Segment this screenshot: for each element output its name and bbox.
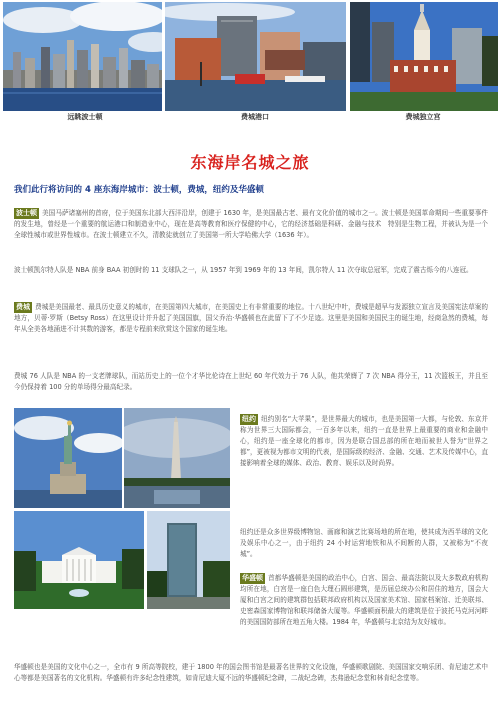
caption-harbor: 费城港口: [241, 113, 269, 121]
boston-text-1: 美国马萨诸塞州的首府，位于美国东北部大西洋沿岸，创建于 1630 年，是美国最古老、最有文化价值的城市之一。波士顿是美国革命期间一些重要事件的发生地，曾经是一个重要的航运港口和制造业中心，现在是高等教育和医疗保健的中心，它的经济基础是科研、金融与技术 特别是生物工程，并被认为是一个全球性城市或世界性城市。在波士顿建立不久，清教徒就创立了美国第一所大学哈佛大学（1636 年）。: [14, 209, 488, 239]
ny-text-2: 纽约还是众多世界级博物馆、画廊和演艺比赛场地的所在地，使其成为西半球的文化及娱乐中心之一，由于纽约 24 小时运营地铁和从不间断的人群，又被称为“不夜城”。: [240, 528, 488, 558]
paragraph-philly-1: [14, 302, 488, 335]
paragraph-ny-1: [240, 414, 488, 469]
paragraph-dc-1: [240, 573, 488, 628]
philly-text-1: 费城是美国最老、最具历史意义的城市，在美国第四大城市，在美国史上有非常重要的地位。十八世纪中叶，费城是超早与发源独立宣言及美国宪法草案的地方，贝蒂·罗斯（Betsy Ross）在这里设计并升起了美国国旗，国父乔治·华盛顿也在此留下了不少足迹。这里是美国和美国民主的诞生地，经商急然的费城，每年从全美各地涌进不计其数的游客，都是专程前来欣赏这个国家的诞生地。: [14, 303, 488, 333]
independence-hall-photo: [350, 2, 498, 111]
caption-boston: 远眺波士顿: [67, 113, 103, 121]
paragraph-philly-2: [14, 371, 488, 393]
page-subtitle: 我们此行将访问的 4 座东海岸城市：波士顿，费城，纽约及华盛顿: [14, 185, 264, 195]
ny-text-1: 纽约别名“大苹果”，是世界最大的城市，也是美国第一大都，与伦敦、东京并称为世界三大国际都会，一百多年以来，纽约一直是世界上最重要的商业和金融中心，纽约是一座全球化的都市，因为是联合国总部的所在地而被世人誉为“世界之都”，更被视为都市文明的代表，是国际级的经济、金融、交通、艺术及传媒中心，直接影响着全球的媒体、政治、教育、娱乐以及时尚界。: [240, 415, 488, 467]
philly-text-2: 费城 76 人队是 NBA 的一支老牌球队，而站历史上的一位个才华比伦诗在上世纪 60 年代效力于 76 人队，他共荣膺了 7 次 NBA 得分王，11 次篮板王，并且至今仍保持着 100 分的单场得分最高纪录。: [14, 372, 488, 391]
city-tag-boston: 波士顿: [16, 209, 37, 217]
boston-skyline-photo: [3, 2, 162, 111]
washington-monument-photo: [124, 408, 230, 508]
dc-text-1: 首都华盛顿是美国的政治中心，白宫、国会、最高法院以及大多数政府机构均所在地，白宫是一座白色大理石圆形建筑，是历届总统办公和居住的地方，国会大厦和白宫之间的建筑群包括联邦政府机构以及国家美术馆、国家档案馆、迁美联邦、史密森国家博物馆和联邦储备大厦等。华盛顿面积最大的建筑是位于波托马克河河畔的美国国防部所在地五角大楼。1984 年，华盛顿与北京结为友好城市。: [240, 574, 488, 626]
paragraph-boston-2: [14, 265, 488, 276]
page-title: 东海岸名城之旅: [190, 153, 310, 172]
caption-independence: 费城独立宫: [405, 113, 441, 121]
city-tag-philadelphia: 费城: [16, 303, 30, 311]
city-tag-newyork: 纽约: [242, 415, 256, 423]
philadelphia-harbor-photo: [165, 2, 346, 111]
paragraph-ny-2: [240, 527, 488, 560]
un-headquarters-photo: [147, 511, 230, 609]
white-house-photo: [14, 511, 144, 609]
paragraph-dc-2: [14, 662, 488, 684]
boston-text-2: 波士顿凯尔特人队是 NBA 前身 BAA 初创时的 11 支球队之一，从 1957 年到 1969 年的 13 年间，凯尔特人 11 次夺取总冠军，完成了震古烁今的八连冠。: [14, 266, 473, 274]
dc-text-2: 华盛顿也是美国的文化中心之一，全市有 9 所高等院校，建于 1800 年的国会图书馆是最著名世界的文化设施，华盛顿歌剧院、美国国家交响乐团、肯尼迪艺术中心等都是美国著名的文化机构。华盛顿有许多纪念性建筑，如肯尼迪大厦不远的华盛顿纪念碑，二战纪念碑，杰弗逊纪念堂和林肯纪念堂等。: [14, 663, 488, 682]
paragraph-boston-1: [14, 208, 488, 241]
city-tag-washington: 华盛顿: [242, 574, 263, 582]
statue-of-liberty-photo: [14, 408, 122, 508]
